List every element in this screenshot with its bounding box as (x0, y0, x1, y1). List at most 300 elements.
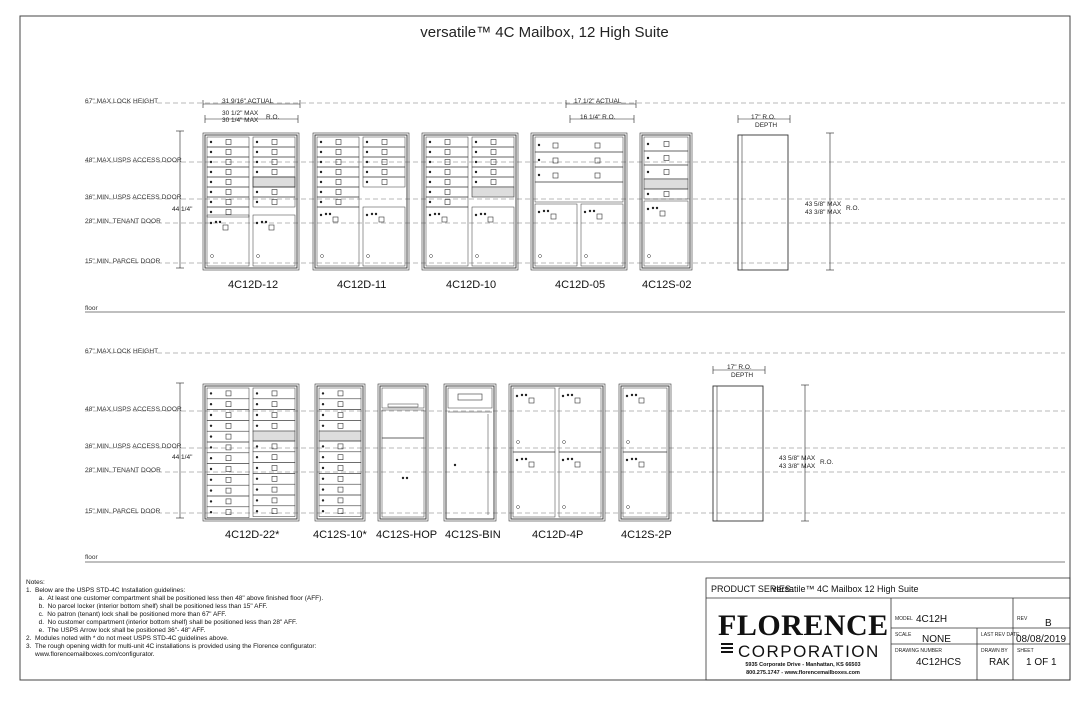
lock-dot (210, 191, 212, 193)
compartment-door (207, 399, 249, 410)
unit-4c12s-10 (315, 384, 365, 521)
compartment-door (207, 464, 249, 475)
compartment-door (207, 420, 249, 431)
compartment-door (253, 484, 295, 495)
model-label-bottom-2: 4C12S-HOP (376, 529, 438, 541)
lock-dot (525, 394, 527, 396)
lock-dot (256, 392, 258, 394)
label-min-parcel-bottom: 15" MIN. PARCEL DOOR (85, 508, 161, 515)
lock-dot (210, 500, 212, 502)
dim-overall-bottom: 44 1/4" (172, 454, 193, 461)
compartment-door (207, 388, 249, 399)
compartment-door (253, 452, 295, 463)
door-square (597, 214, 602, 219)
compartment-door (317, 187, 359, 197)
compartment-door (472, 177, 514, 187)
model-label-top-2: 4C12D-10 (446, 279, 497, 291)
dimension-lines (176, 100, 834, 521)
lock-dot (256, 510, 258, 512)
door-square (338, 498, 343, 503)
lock-dot (538, 144, 540, 146)
lock-dot (521, 394, 523, 396)
model-label-bottom-4: 4C12D-4P (532, 529, 584, 541)
lock-dot (320, 181, 322, 183)
lock-dot (322, 499, 324, 501)
compartment-door (472, 167, 514, 177)
address-line-2: 800.275.1747 - www.florencemailboxes.com (746, 670, 860, 676)
lock-dot (265, 221, 267, 223)
parcel-key (539, 255, 542, 258)
hopper-top (382, 388, 424, 408)
compartment-door (207, 177, 249, 187)
master-door (644, 179, 688, 189)
dim-height-max2-top: 43 3/8" MAX (805, 209, 842, 216)
reference-lines (85, 103, 1065, 562)
compartment-door (319, 484, 361, 495)
lock-dot (256, 201, 258, 203)
lock-dot (210, 171, 212, 173)
unit-outer-frame (509, 384, 605, 521)
compartment-door (319, 388, 361, 399)
door-square (442, 217, 447, 222)
parcel-key (585, 255, 588, 258)
door-square (226, 456, 231, 461)
door-square (595, 143, 600, 148)
notes-line-4: d. No customer compartment (interior bottom shelf) shall be positioned less than 28" AFF. (26, 619, 298, 626)
label-min-tenant-top: 28" MIN. TENANT DOOR (85, 218, 161, 225)
unit-4c12d-4p (509, 384, 605, 521)
compartment-door (207, 496, 249, 507)
label-min-usps-bottom: 36" MIN. USPS ACCESS DOOR (85, 443, 182, 450)
unit-outer-frame (313, 133, 409, 270)
door-square (529, 462, 534, 467)
address-line-1: 5935 Corporate Drive - Manhattan, KS 66503 (745, 662, 861, 668)
parcel-door (253, 215, 295, 266)
dim-actual-wide: 31 9/16" ACTUAL (222, 98, 274, 105)
lock-dot (322, 445, 324, 447)
lock-dot (256, 456, 258, 458)
lock-dot (256, 403, 258, 405)
lock-dot (322, 425, 324, 427)
compartment-door (363, 167, 405, 177)
unit-4c12d-05 (531, 133, 627, 270)
lock-dot (475, 151, 477, 153)
lock-dot (454, 464, 456, 466)
compartment-door (207, 442, 249, 453)
lock-dot (210, 403, 212, 405)
door-square (639, 398, 644, 403)
door-square (338, 455, 343, 460)
door-square (336, 180, 341, 185)
label-min-usps-top: 36" MIN. USPS ACCESS DOOR (85, 194, 182, 201)
scale-field-label: SCALE (895, 632, 912, 638)
lock-dot (631, 458, 633, 460)
door-square (333, 217, 338, 222)
lock-dot (626, 395, 628, 397)
door-square (664, 170, 669, 175)
door-square (445, 140, 450, 145)
lock-dot (256, 478, 258, 480)
door-square (338, 466, 343, 471)
door-square (226, 423, 231, 428)
dim-depth-ro-bottom: 17" R.O. (727, 364, 752, 371)
door-square (226, 140, 231, 145)
lock-dot (631, 394, 633, 396)
parcel-key (321, 255, 324, 258)
lock-dot (256, 191, 258, 193)
lock-dot (320, 161, 322, 163)
unit-frame (380, 386, 426, 519)
compartment-door (207, 507, 249, 518)
lock-dot (562, 395, 564, 397)
compartment-door (207, 147, 249, 157)
compartment-door (253, 506, 295, 517)
compartment-door (207, 187, 249, 197)
door-square (272, 423, 277, 428)
door-square (382, 140, 387, 145)
lock-dot (256, 488, 258, 490)
hopper-slot (388, 404, 418, 407)
lock-dot (322, 467, 324, 469)
door-square (272, 402, 277, 407)
florence-logo: FLORENCE (718, 609, 889, 642)
label-min-tenant-bottom: 28" MIN. TENANT DOOR (85, 467, 161, 474)
door-square (575, 462, 580, 467)
door-square (226, 488, 231, 493)
door-square (382, 180, 387, 185)
lock-dot (429, 201, 431, 203)
sheet-field-label: SHEET (1017, 648, 1034, 654)
compartment-door (253, 137, 295, 147)
compartment-door (253, 399, 295, 410)
compartment-door (319, 452, 361, 463)
dim-actual-narrow: 17 1/2" ACTUAL (574, 98, 622, 105)
unit-outer-frame (422, 133, 518, 270)
door-square (664, 156, 669, 161)
lock-dot (406, 477, 408, 479)
lock-dot (320, 171, 322, 173)
lock-dot (256, 222, 258, 224)
unit-frame (446, 386, 494, 519)
compartment-door (253, 495, 295, 506)
door-square (272, 487, 277, 492)
compartment-door (426, 197, 468, 207)
hopper-window (382, 410, 424, 438)
model-label-top-1: 4C12D-11 (337, 279, 387, 291)
unit-outer-frame (640, 133, 692, 270)
parcel-key (563, 441, 566, 444)
lock-dot (584, 211, 586, 213)
door-square (336, 200, 341, 205)
rev-field-value: B (1045, 618, 1052, 629)
lock-dot (322, 478, 324, 480)
lock-dot (429, 151, 431, 153)
lock-dot (429, 191, 431, 193)
door-square (226, 200, 231, 205)
lock-dot (647, 143, 649, 145)
door-square (338, 413, 343, 418)
dim-height-ro-top: R.O. (846, 205, 860, 212)
lock-dot (635, 458, 637, 460)
door-square (226, 477, 231, 482)
unit-outer-frame (203, 133, 299, 270)
lock-dot (589, 210, 591, 212)
dim-ro-narrow: 16 1/4" R.O. (580, 114, 616, 121)
lock-dot (480, 213, 482, 215)
compartment-door (426, 187, 468, 197)
lock-dot (571, 394, 573, 396)
door-square (226, 180, 231, 185)
notes-line-1: a. At least one customer compartment shall be positioned less then 48" above finished floor (AFF). (26, 595, 324, 602)
dim-ro-wide: R.O. (266, 114, 280, 121)
lock-dot (210, 468, 212, 470)
bin-slot (458, 394, 482, 400)
door-square (491, 140, 496, 145)
lock-dot (322, 488, 324, 490)
drawing-title: versatile™ 4C Mailbox, 12 High Suite (420, 24, 669, 41)
compartment-door (253, 441, 295, 452)
unit-frame (315, 135, 407, 268)
door-square (595, 173, 600, 178)
model-field-value: 4C12H (916, 614, 948, 625)
parcel-key (517, 506, 520, 509)
lock-dot (219, 221, 221, 223)
lock-dot (210, 141, 212, 143)
dim-depth-word-top: DEPTH (755, 122, 778, 129)
lock-dot (210, 211, 212, 213)
drawn-by-label: DRAWN BY (981, 648, 1008, 654)
unit-4c12d-12 (203, 133, 299, 270)
dim-depth-word-bottom: DEPTH (731, 372, 754, 379)
compartment-door (472, 147, 514, 157)
unit-frame (317, 386, 363, 519)
lock-dot (366, 214, 368, 216)
lock-dot (210, 457, 212, 459)
compartment-door (207, 137, 249, 147)
lock-dot (647, 208, 649, 210)
door-square (336, 190, 341, 195)
door-square (272, 140, 277, 145)
door-square (226, 170, 231, 175)
drawing-number-label: DRAWING NUMBER (895, 648, 943, 654)
lock-dot (375, 213, 377, 215)
lock-dot (210, 425, 212, 427)
lock-dot (256, 161, 258, 163)
parcel-key (563, 506, 566, 509)
compartment-door (207, 167, 249, 177)
compartment-door (426, 177, 468, 187)
lock-dot (256, 499, 258, 501)
dim-overall-top: 44 1/4" (172, 206, 193, 213)
door-square (338, 402, 343, 407)
compartment-door (472, 137, 514, 147)
door-square (445, 150, 450, 155)
door-square (226, 445, 231, 450)
unit-4c12d-11 (313, 133, 409, 270)
lock-dot (366, 181, 368, 183)
lock-dot (210, 222, 212, 224)
last-rev-field-label: LAST REV DATE (981, 632, 1020, 638)
lock-dot (562, 459, 564, 461)
lock-dot (366, 161, 368, 163)
unit-outer-frame (531, 133, 627, 270)
scale-field-value: NONE (922, 634, 951, 645)
door-square (553, 173, 558, 178)
notes-line-5: e. The USPS Arrow lock shall be positioned 36"- 48" AFF. (26, 627, 206, 634)
compartment-door (253, 167, 295, 177)
lock-dot (256, 445, 258, 447)
lock-dot (438, 213, 440, 215)
dim-depth-ro-top: 17" R.O. (751, 114, 776, 121)
door-square (382, 170, 387, 175)
door-square (491, 170, 496, 175)
compartment-door (535, 167, 623, 182)
compartment-door (207, 453, 249, 464)
lock-dot (366, 171, 368, 173)
product-series-label: PRODUCT SERIES: (711, 584, 794, 594)
door-square (226, 413, 231, 418)
door-square (226, 210, 231, 215)
lock-dot (475, 214, 477, 216)
door-square (445, 180, 450, 185)
lock-dot (635, 394, 637, 396)
compartment-door (207, 207, 249, 217)
compartment-door (207, 431, 249, 442)
lock-dot (210, 511, 212, 513)
compartment-door (363, 147, 405, 157)
lock-dot (543, 210, 545, 212)
parcel-key (430, 255, 433, 258)
door-square (664, 192, 669, 197)
lock-dot (320, 151, 322, 153)
notes-line-0: 1. Below are the USPS STD-4C Installation guidelines: (26, 587, 186, 594)
door-square (338, 487, 343, 492)
label-min-parcel-top: 15" MIN. PARCEL DOOR (85, 258, 161, 265)
lock-dot (567, 458, 569, 460)
compartment-door (317, 197, 359, 207)
parcel-key (648, 255, 651, 258)
mailbox-units (203, 133, 788, 521)
dim-height-ro-bottom: R.O. (820, 459, 834, 466)
side-profile-bottom (713, 386, 763, 521)
lock-dot (538, 174, 540, 176)
lock-dot (322, 414, 324, 416)
parcel-key (367, 255, 370, 258)
master-door (319, 431, 361, 441)
lock-dot (320, 191, 322, 193)
lock-dot (210, 161, 212, 163)
door-square (664, 142, 669, 147)
lock-dot (256, 151, 258, 153)
lock-dot (256, 171, 258, 173)
lock-dot (371, 213, 373, 215)
master-door (472, 187, 514, 197)
compartment-door (253, 147, 295, 157)
door-square (272, 498, 277, 503)
unit-frame (533, 135, 625, 268)
bin-top (448, 388, 492, 408)
lock-dot (322, 392, 324, 394)
compartment-door (207, 197, 249, 207)
lock-dot (571, 458, 573, 460)
lock-dot (516, 395, 518, 397)
lock-dot (256, 467, 258, 469)
door-square (445, 170, 450, 175)
door-square (445, 190, 450, 195)
unit-outer-frame (619, 384, 671, 521)
label-max-lock-top: 67" MAX LOCK HEIGHT (85, 98, 159, 105)
model-label-bottom-3: 4C12S-BIN (445, 529, 501, 541)
door-square (226, 391, 231, 396)
lock-dot (434, 213, 436, 215)
model-label-bottom-1: 4C12S-10* (313, 529, 367, 541)
door-square (529, 398, 534, 403)
door-square (272, 150, 277, 155)
lock-dot (320, 141, 322, 143)
door-square (226, 434, 231, 439)
model-field-label: MODEL (895, 616, 913, 622)
lock-dot (626, 459, 628, 461)
door-square (336, 150, 341, 155)
door-square (272, 413, 277, 418)
unit-4c12s-hop (378, 384, 428, 521)
unit-outer-frame (378, 384, 428, 521)
lock-dot (402, 477, 404, 479)
lock-dot (429, 141, 431, 143)
lock-dot (429, 214, 431, 216)
door-square (269, 225, 274, 230)
dim-height-max1-bottom: 43 5/8" MAX (779, 455, 816, 462)
compartment-door (319, 506, 361, 517)
door-square (226, 510, 231, 515)
lock-dot (210, 435, 212, 437)
compartment-door (426, 167, 468, 177)
lock-dot (538, 159, 540, 161)
lock-dot (366, 151, 368, 153)
compartment-door (319, 495, 361, 506)
notes-line-6: 2. Modules noted with * do not meet USPS STD-4C guidelines above. (26, 635, 229, 642)
model-label-top-3: 4C12D-05 (555, 279, 606, 291)
lock-dot (215, 221, 217, 223)
dim-max-wide2: 30 1/4" MAX (222, 117, 259, 124)
parcel-door (207, 215, 249, 266)
lock-dot (475, 181, 477, 183)
unit-4c12s-bin (444, 384, 496, 521)
lock-dot (325, 213, 327, 215)
lock-dot (647, 157, 649, 159)
compartment-door (317, 137, 359, 147)
lock-dot (475, 161, 477, 163)
lock-dot (322, 456, 324, 458)
lock-dot (656, 207, 658, 209)
door-square (272, 170, 277, 175)
notes-line-3: c. No patron (tenant) lock shall be positioned more than 67" AFF. (26, 611, 227, 618)
lock-dot (256, 425, 258, 427)
lock-dot (429, 161, 431, 163)
lock-dot (429, 181, 431, 183)
lock-dot (210, 446, 212, 448)
parcel-key (257, 255, 260, 258)
compartment-door (253, 420, 295, 431)
door-square (553, 143, 558, 148)
lock-dot (210, 414, 212, 416)
compartment-door (207, 485, 249, 496)
door-square (226, 190, 231, 195)
lock-dot (210, 151, 212, 153)
door-square (272, 476, 277, 481)
door-square (336, 170, 341, 175)
lock-dot (256, 141, 258, 143)
